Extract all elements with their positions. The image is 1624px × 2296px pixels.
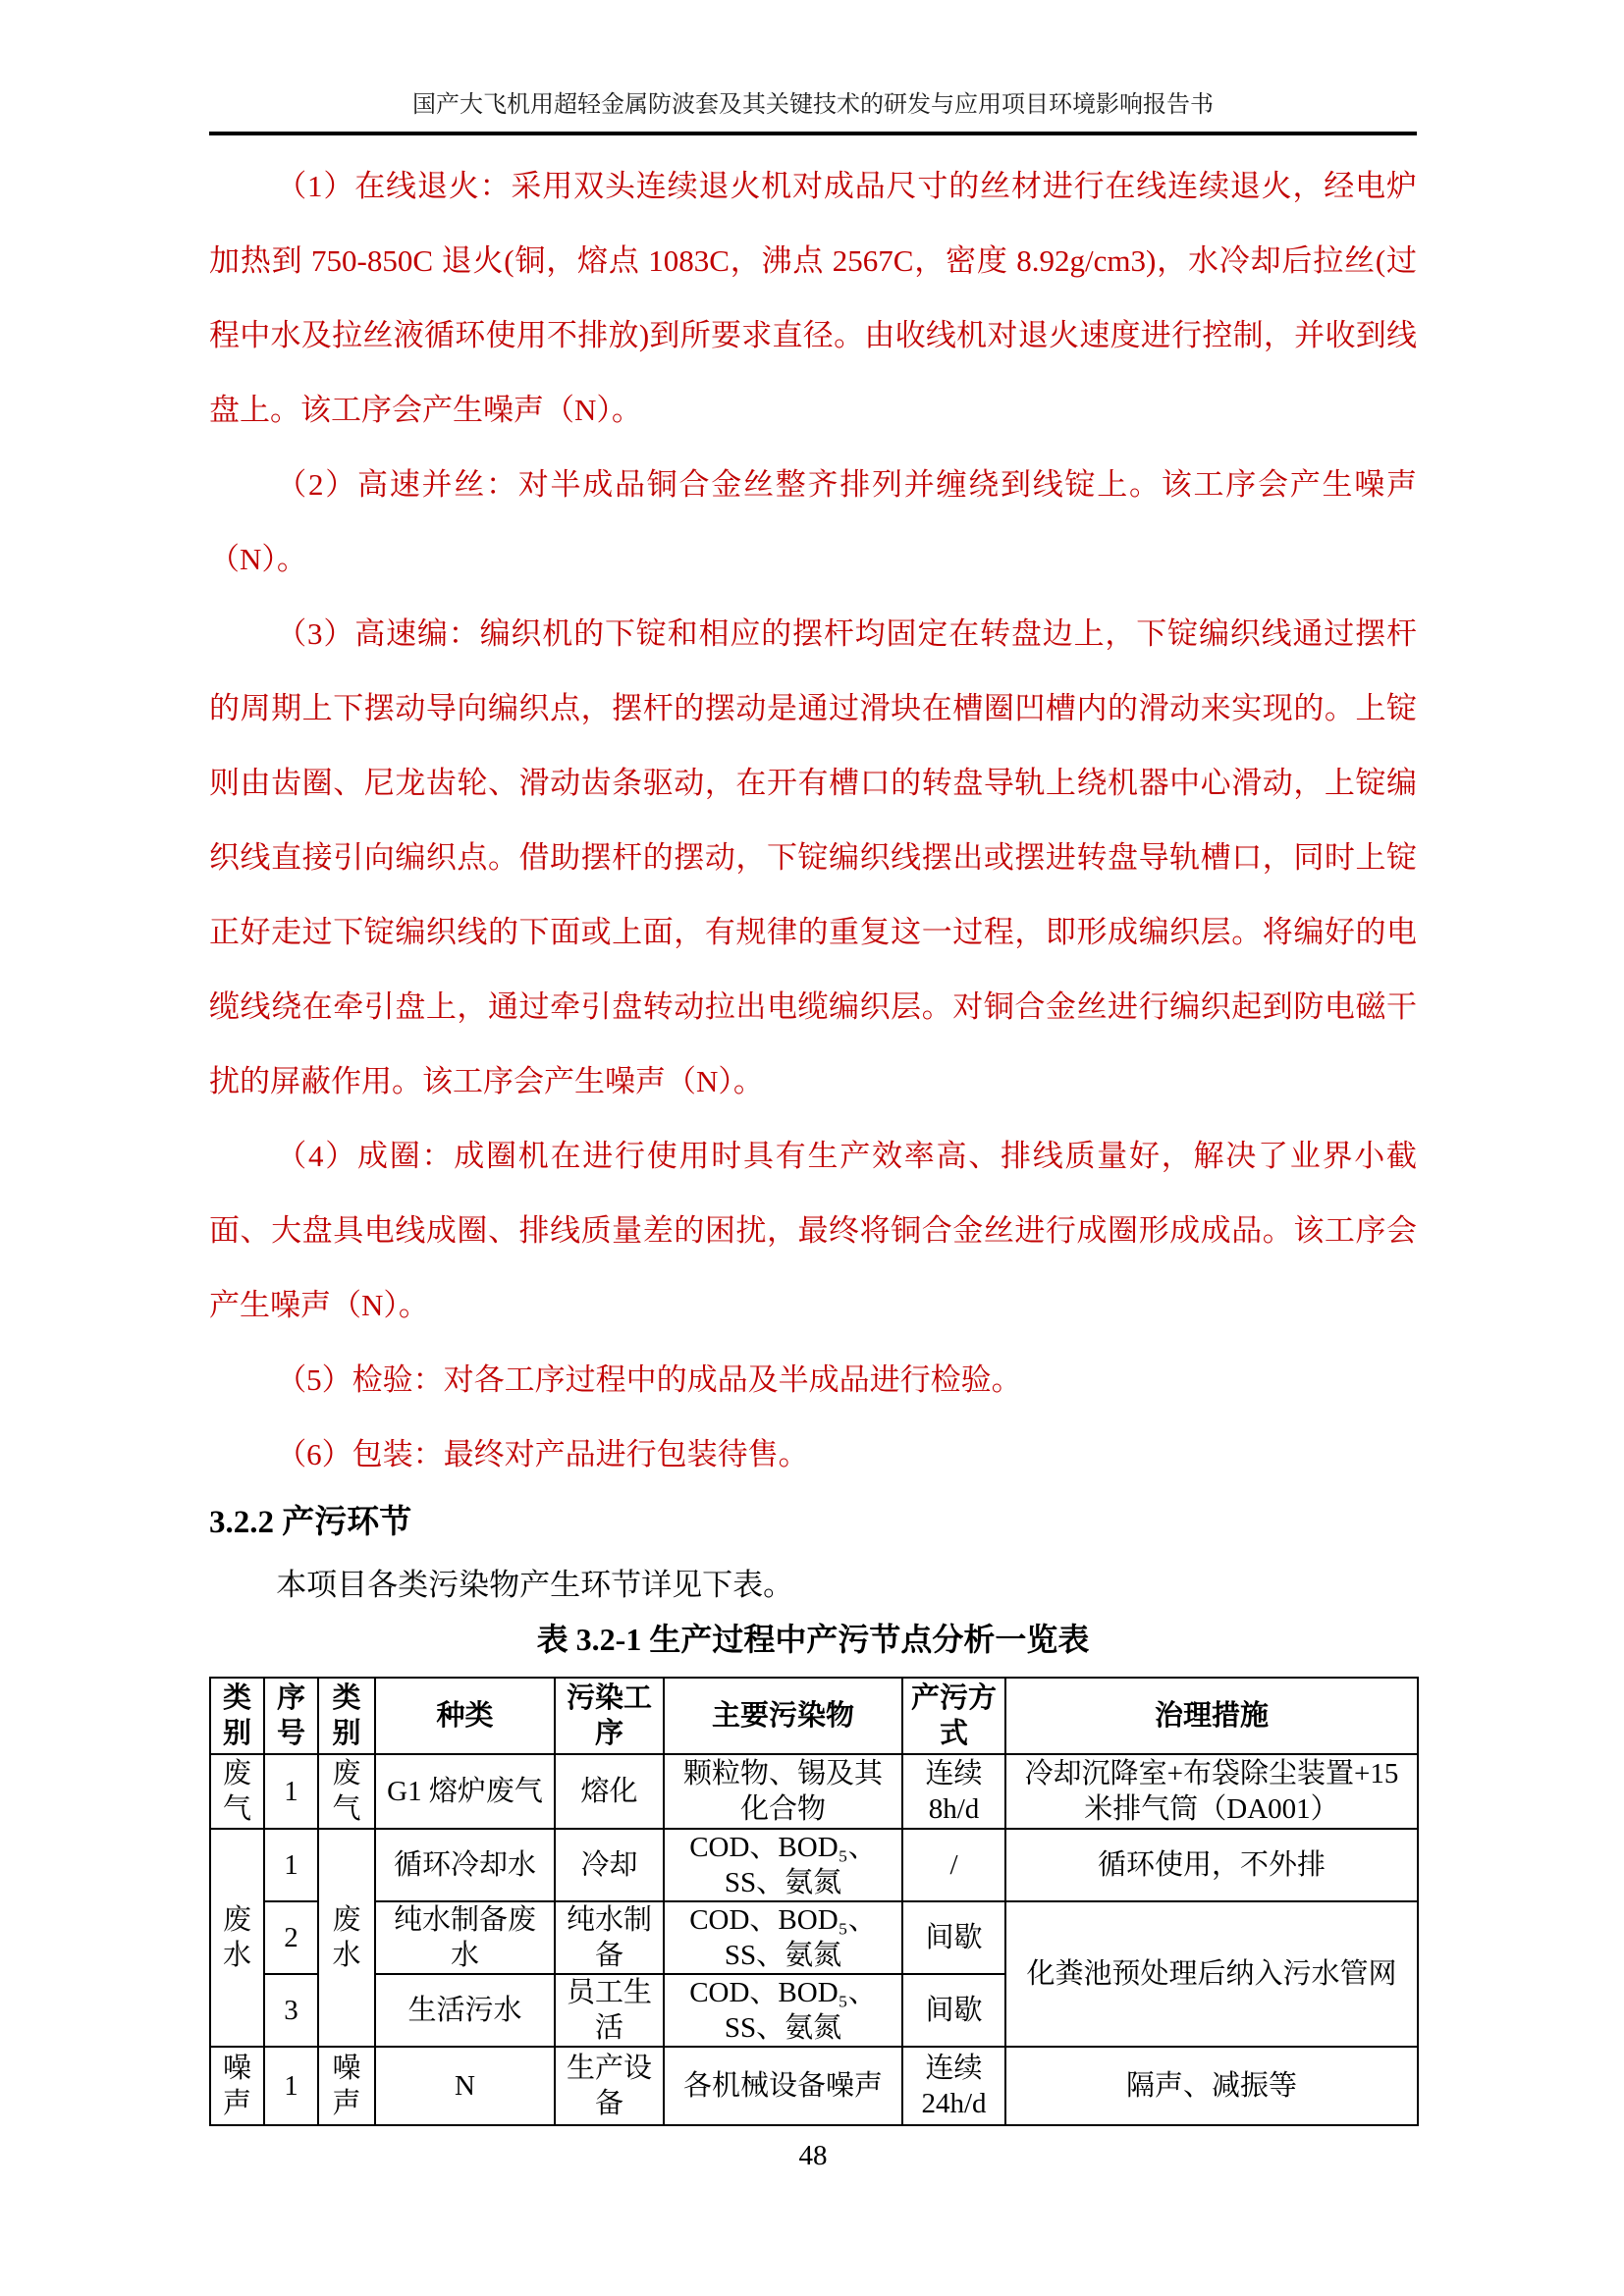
cell-treatment: 隔声、减振等: [1005, 2047, 1418, 2125]
cell-kind: G1 熔炉废气: [375, 1754, 555, 1829]
cell-treatment: 循环使用，不外排: [1005, 1829, 1418, 1901]
cell-process: 员工生活: [555, 1974, 664, 2047]
table-row-pure-water: [210, 1901, 1418, 1974]
cell-pollutants: 颗粒物、锡及其化合物: [664, 1754, 902, 1829]
cell-no: 3: [264, 1974, 318, 2047]
cell-kind: 纯水制备废水: [375, 1901, 555, 1974]
table-caption: 表 3.2-1 生产过程中产污节点分析一览表: [536, 1622, 1090, 1657]
cell-mode: /: [902, 1829, 1005, 1901]
paragraph-6-packaging: （6）包装：最终对产品进行包装待售。: [276, 1437, 809, 1471]
table-row-noise: [210, 2047, 1418, 2125]
cell-mode: 间歇: [902, 1974, 1005, 2047]
cell-subcategory: 噪声: [318, 2047, 375, 2125]
cell-pollutants: COD、BOD₅、SS、氨氮: [664, 1974, 902, 2047]
cell-mode: 间歇: [902, 1901, 1005, 1974]
cell-process: 熔化: [555, 1754, 664, 1829]
cell-no: 1: [264, 1829, 318, 1901]
body-text-block: [209, 149, 1417, 1492]
table-row-waste-gas: [210, 1754, 1418, 1829]
cell-category-wastewater: 废水: [210, 1829, 264, 2047]
header-main-pollutants: 主要污染物: [664, 1678, 902, 1754]
cell-category: 废气: [210, 1754, 264, 1829]
cell-kind: 循环冷却水: [375, 1829, 555, 1901]
running-header-title: 国产大飞机用超轻金属防波套及其关键技术的研发与应用项目环境影响报告书: [209, 90, 1417, 135]
cell-mode: 连续 8h/d: [902, 1754, 1005, 1829]
cell-no: 2: [264, 1901, 318, 1974]
table-intro-paragraph: 本项目各类污染物产生环节详见下表。: [276, 1568, 794, 1602]
header-treatment: 治理措施: [1005, 1678, 1418, 1754]
cell-process: 纯水制备: [555, 1901, 664, 1974]
header-emission-mode: 产污方式: [902, 1678, 1005, 1754]
cell-pollutants: COD、BOD₅、SS、氨氮: [664, 1901, 902, 1974]
cell-pollutants: COD、BOD₅、SS、氨氮: [664, 1829, 902, 1901]
cell-kind: 生活污水: [375, 1974, 555, 2047]
cell-no: 1: [264, 1754, 318, 1829]
page-number: 48: [798, 2140, 828, 2171]
pollution-analysis-table: [209, 1677, 1419, 2126]
paragraph-3-high-speed-braiding: （3）高速编：编织机的下锭和相应的摆杆均固定在转盘边上，下锭编织线通过摆杆的周期上下摆动导向编织点，摆杆的摆动是通过滑块在槽圈凹槽内的滑动来实现的。上锭则由齿圈、尼龙齿轮、滑动齿条驱动，在开有槽口的转盘导轨上绕机器中心滑动，上锭编织线直接引向编织点。借助摆杆的摆动，下锭编织线摆出或摆进转盘导轨槽口，同时上锭正好走过下锭编织线的下面或上面，有规律的重复这一过程，即形成编织层。将编好的电缆线绕在牵引盘上，通过牵引盘转动拉出电缆编织层。对铜合金丝进行编织起到防电磁干扰的屏蔽作用。该工序会产生噪声（N）。: [209, 616, 1417, 1098]
paragraph-4-coiling: （4）成圈：成圈机在进行使用时具有生产效率高、排线质量好，解决了业界小截面、大盘具电线成圈、排线质量差的困扰，最终将铜合金丝进行成圈形成成品。该工序会产生噪声（N）。: [209, 1139, 1417, 1322]
paragraph-5-inspection: （5）检验：对各工序过程中的成品及半成品进行检验。: [276, 1362, 1022, 1397]
cell-category: 噪声: [210, 2047, 264, 2125]
cell-subcategory-wastewater: 废水: [318, 1829, 375, 2047]
header-serial-no: 序号: [264, 1678, 318, 1754]
header-kind: 种类: [375, 1678, 555, 1754]
cell-treatment: 冷却沉降室+布袋除尘装置+15米排气筒（DA001）: [1005, 1754, 1418, 1829]
paragraph-2-high-speed-stranding: （2）高速并丝：对半成品铜合金丝整齐排列并缠绕到线锭上。该工序会产生噪声（N）。: [209, 467, 1417, 576]
table-row-cooling-water: [210, 1829, 1418, 1901]
cell-kind: N: [375, 2047, 555, 2125]
section-heading-3-2-2: 3.2.2 产污环节: [209, 1505, 412, 1540]
header-process: 污染工序: [555, 1678, 664, 1754]
paragraph-1-online-annealing: （1）在线退火：采用双头连续退火机对成品尺寸的丝材进行在线连续退火，经电炉加热到 750-850C 退火(铜，熔点 1083C，沸点 2567C，密度 8.92g/cm3)，水冷却后拉丝(过程中水及拉丝液循环使用不排放)到所要求直径。由收线机对退火速度进行控制，并收到线盘上。该工序会产生噪声（N）。: [209, 169, 1417, 427]
cell-process: 冷却: [555, 1829, 664, 1901]
header-category: 类别: [210, 1678, 264, 1754]
cell-process: 生产设备: [555, 2047, 664, 2125]
table-header-row: [210, 1678, 1418, 1754]
cell-no: 1: [264, 2047, 318, 2125]
cell-mode: 连续 24h/d: [902, 2047, 1005, 2125]
cell-subcategory: 废气: [318, 1754, 375, 1829]
cell-pollutants: 各机械设备噪声: [664, 2047, 902, 2125]
cell-treatment-septic: 化粪池预处理后纳入污水管网: [1005, 1901, 1418, 2047]
header-subcategory: 类别: [318, 1678, 375, 1754]
